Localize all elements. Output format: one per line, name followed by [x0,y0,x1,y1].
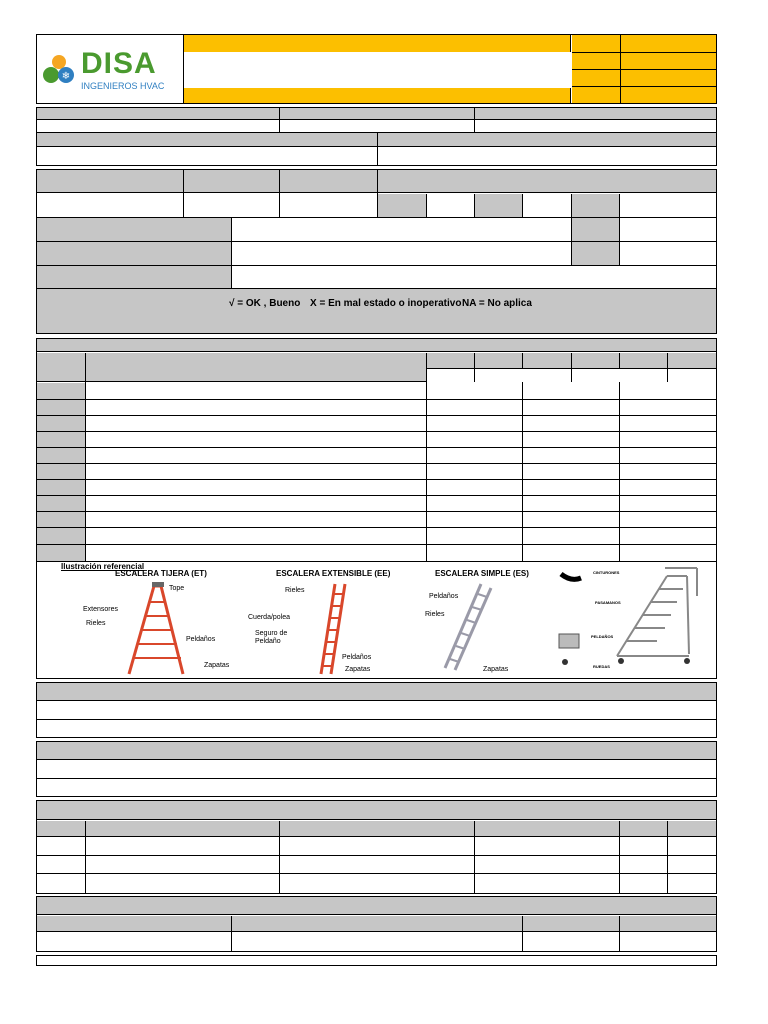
checklist-title-bar [37,339,716,352]
logo-cell [37,35,184,103]
general-info [36,107,717,166]
corrective-actions-header [37,742,716,760]
step-ladder-icon [99,580,219,678]
doc-meta-block [572,35,716,103]
platform-ladder-icon [557,566,717,676]
observations-header [37,683,716,701]
info-header-row-1 [37,108,716,120]
part-ruedas: RUEDAS [593,664,610,669]
part-pasamanos: PASAMANOS [595,600,621,605]
ladder-title-extensible: ESCALERA EXTENSIBLE (EE) [276,569,391,578]
corrective-actions-block [36,741,717,797]
part-rieles-2: Rieles [285,587,305,594]
checklist-table [36,338,717,562]
inspectors-table [36,800,717,894]
inspectors-title-bar [37,801,716,820]
ladder-title-simple: ESCALERA SIMPLE (ES) [435,569,529,578]
title-block [184,35,571,103]
part-peldanos-2: Peldaños [342,654,372,661]
part-extensores: Extensores [83,606,119,613]
illustration-caption: Ilustración referencial [61,562,145,571]
approval-table [36,896,717,952]
part-peldanos-4: PELDAÑOS [591,634,614,639]
part-zapatas-2: Zapatas [345,666,371,673]
extension-ladder-icon [313,580,353,678]
logo-subtitle: INGENIEROS HVAC [81,81,165,91]
approval-title-bar [37,897,716,915]
form-header [36,34,717,104]
part-peldanos-1: Peldaños [186,636,216,643]
footer-bar [36,955,717,966]
part-seguro: Seguro de Peldaño [255,630,288,645]
approval-column-header [37,916,716,932]
inspectors-column-header [37,821,716,837]
part-rieles-1: Rieles [86,620,106,627]
svg-text:❄: ❄ [61,71,71,82]
disa-logo-icon [41,53,77,87]
part-zapatas-1: Zapatas [204,662,230,669]
legend-row [37,289,716,333]
legend-ok: √ = OK , Bueno [229,298,301,309]
legend-na: NA = No aplica [462,298,532,309]
ladder-title-tijera: ESCALERA TIJERA (ET) [115,569,207,578]
legend-bad: X = En mal estado o inoperativo [310,298,462,309]
title-field[interactable] [184,52,571,88]
part-cinturones: CINTURONES [593,570,620,575]
logo-brand: DISA [81,47,157,80]
part-rieles-3: Rieles [425,611,445,618]
equipment-block [36,169,717,334]
part-zapatas-3: Zapatas [483,666,509,673]
part-cuerda: Cuerda/polea [248,614,291,621]
illustration-panel [36,561,717,679]
observations-block [36,682,717,738]
part-tope: Tope [169,585,185,592]
part-peldanos-3: Peldaños [429,593,459,600]
